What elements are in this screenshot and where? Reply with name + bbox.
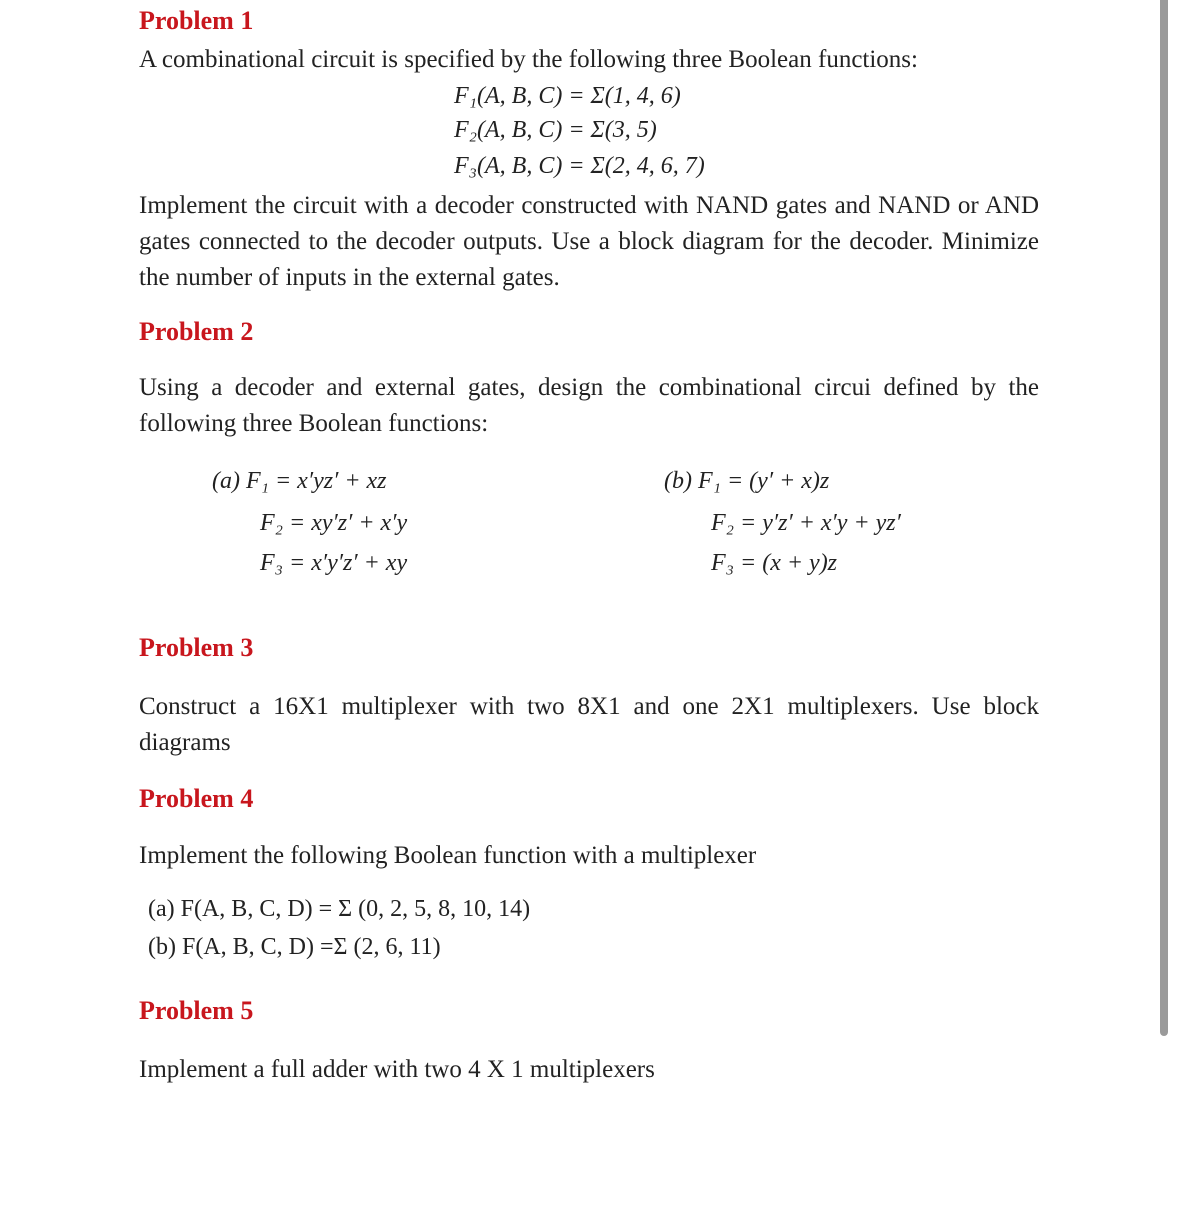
problem-1-equation-f3: F₃(A, B, C) = Σ(2, 4, 6, 7): [454, 153, 705, 179]
problem-1-intro: A combinational circuit is specified by the following three Boolean functions:: [139, 46, 918, 73]
problem-1-title: Problem 1: [139, 6, 254, 35]
problem-4-text: Implement the following Boolean function with a multiplexer: [139, 842, 757, 869]
problem-2-a-f3: F₃ = x′y′z′ + xy: [260, 550, 408, 576]
problem-4-part-b: (b) F(A, B, C, D) =Σ (2, 6, 11): [148, 934, 441, 960]
problem-2-a-f2: F₂ = xy′z′ + x′y: [260, 510, 408, 536]
problem-5-text: Implement a full adder with two 4 X 1 multiplexers: [139, 1056, 655, 1083]
problem-1-text: Implement the circuit with a decoder constructed with NAND gates and NAND or AND gates connected to the decoder outputs. Use a block diagram for the decoder. Minimize the number of inputs in the external gates.: [139, 192, 1039, 291]
problem-5-title: Problem 5: [139, 996, 254, 1025]
problem-2-a-f1: (a) F₁ = x′yz′ + xz: [212, 468, 387, 494]
problem-2-title: Problem 2: [139, 317, 254, 346]
problem-1-equation-f2: F₂(A, B, C) = Σ(3, 5): [454, 117, 657, 143]
problem-3-title: Problem 3: [139, 633, 254, 662]
problem-1-equation-f1: F₁(A, B, C) = Σ(1, 4, 6): [454, 83, 681, 109]
problem-4-part-a: (a) F(A, B, C, D) = Σ (0, 2, 5, 8, 10, 14): [148, 896, 531, 922]
problem-2-text: Using a decoder and external gates, design the combinational circui defined by the following three Boolean functions:: [139, 374, 1039, 437]
problem-2-b-f2: F₂ = y′z′ + x′y + yz′: [711, 510, 901, 536]
problem-3-text: Construct a 16X1 multiplexer with two 8X1 and one 2X1 multiplexers. Use block diagrams: [139, 693, 1039, 756]
problem-4-title: Problem 4: [139, 784, 254, 813]
scrollbar[interactable]: [1160, 0, 1168, 1036]
problem-2-b-f1: (b) F₁ = (y′ + x)z: [664, 468, 830, 494]
problem-2-b-f3: F₃ = (x + y)z: [711, 550, 838, 576]
